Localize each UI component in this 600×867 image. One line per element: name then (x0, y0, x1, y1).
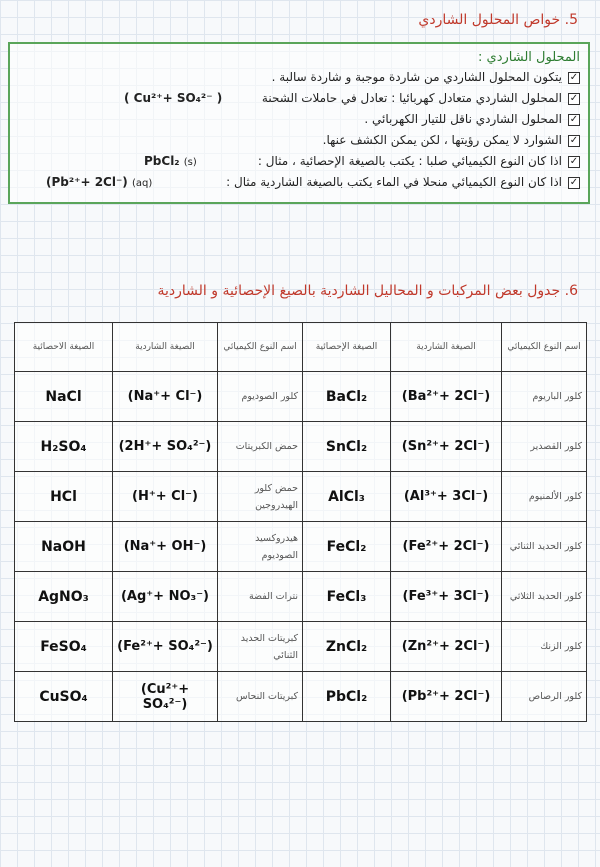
property-text: الشوارد لا يمكن رؤيتها ، لكن يمكن الكشف عنها. (322, 133, 562, 147)
ionic-cell: (2H⁺+ SO₄²⁻) (113, 422, 218, 472)
formula-cell: SnCl₂ (303, 422, 391, 472)
property-text: المحلول الشاردي ناقل للتيار الكهربائي . (364, 112, 562, 126)
table-row (15, 372, 587, 422)
section-5-title: 5. خواص المحلول الشاردي (418, 12, 578, 28)
table-row (15, 622, 587, 672)
header-ionic-formula: الصيغة الشاردية (113, 323, 218, 372)
checkbox-icon: ✓ (569, 72, 579, 83)
property-text: اذا كان النوع الكيميائي صلبا : يكتب بالصيغة الإحصائية ، مثال : (257, 154, 562, 168)
state-tag: (aq) (131, 178, 153, 189)
name-cell: كلور الزنك (502, 622, 587, 672)
name-cell: كلور الرصاص (502, 672, 587, 722)
name-cell: كلور الباريوم (502, 372, 587, 422)
table-header-row (15, 323, 587, 372)
name-cell: كلور الحديد الثنائي (502, 522, 587, 572)
ionic-cell: (Fe²⁺+ SO₄²⁻) (113, 622, 218, 672)
formula-text: (Pb²⁺+ 2Cl⁻) (46, 175, 128, 189)
header-ionic-formula-2: الصيغة الشاردية (391, 323, 502, 372)
checkbox-icon: ✓ (569, 93, 579, 104)
box-heading: المحلول الشاردي : (478, 50, 580, 65)
property-text: المحلول الشاردي متعادل كهربائيا : تعادل في حاملات الشحنة (261, 91, 562, 105)
formula-cell: FeCl₂ (303, 522, 391, 572)
formula-cell: ZnCl₂ (303, 622, 391, 672)
formula-cell: AgNO₃ (15, 572, 113, 622)
table-row (15, 422, 587, 472)
ionic-cell: (Zn²⁺+ 2Cl⁻) (391, 622, 502, 672)
property-line (16, 154, 580, 173)
name-cell: حمض كلور الهيدروجين (218, 472, 303, 522)
ionic-cell: (Al³⁺+ 3Cl⁻) (391, 472, 502, 522)
name-cell: نترات الفضة (218, 572, 303, 622)
formula-cell: CuSO₄ (15, 672, 113, 722)
name-cell: كلور القصدير (502, 422, 587, 472)
ionic-cell: (Fe³⁺+ 3Cl⁻) (391, 572, 502, 622)
property-line (16, 133, 580, 152)
formula-cell: PbCl₂ (303, 672, 391, 722)
ionic-cell: (Sn²⁺+ 2Cl⁻) (391, 422, 502, 472)
checkbox-icon: ✓ (569, 135, 579, 146)
ionic-cell: (Cu²⁺+ SO₄²⁻) (113, 672, 218, 722)
ionic-cell: (Ba²⁺+ 2Cl⁻) (391, 372, 502, 422)
header-species-name: اسم النوع الكيميائي (218, 323, 303, 372)
name-cell: كلور الحديد الثلاثي (502, 572, 587, 622)
name-cell: هيدروكسيد الصوديوم (218, 522, 303, 572)
formula-cell: NaOH (15, 522, 113, 572)
name-cell: كبريتات النحاس (218, 672, 303, 722)
property-formula (46, 175, 152, 189)
name-cell: حمض الكبريتات (218, 422, 303, 472)
formula-cell: FeCl₃ (303, 572, 391, 622)
checkbox-icon: ✓ (569, 177, 579, 188)
formula-text: PbCl₂ (144, 154, 180, 168)
state-tag: (s) (183, 157, 197, 168)
ionic-cell: (Na⁺+ Cl⁻) (113, 372, 218, 422)
ionic-cell: (Fe²⁺+ 2Cl⁻) (391, 522, 502, 572)
formula-cell: NaCl (15, 372, 113, 422)
header-stat-formula-2: الصيغة الإحصائية (303, 323, 391, 372)
formula-cell: HCl (15, 472, 113, 522)
property-text: يتكون المحلول الشاردي من شاردة موجبة و شاردة سالبة . (271, 70, 562, 84)
formula-cell: H₂SO₄ (15, 422, 113, 472)
formula-cell: AlCl₃ (303, 472, 391, 522)
table-row (15, 572, 587, 622)
property-text: اذا كان النوع الكيميائي منحلا في الماء يكتب بالصيغة الشاردية مثال : (226, 175, 562, 189)
table-row (15, 472, 587, 522)
properties-box (8, 42, 590, 204)
property-line (16, 112, 580, 131)
ionic-cell: (Pb²⁺+ 2Cl⁻) (391, 672, 502, 722)
table-row (15, 522, 587, 572)
header-species-name-2: اسم النوع الكيميائي (502, 323, 587, 372)
section-6-title: 6. جدول بعض المركبات و المحاليل الشاردية بالصيغ الإحصائية و الشاردية (157, 283, 578, 299)
property-formula (144, 154, 197, 168)
formula-text: ( Cu²⁺+ SO₄²⁻ ) (124, 91, 223, 105)
property-formula (124, 91, 222, 105)
formula-cell: BaCl₂ (303, 372, 391, 422)
name-cell: كلور الألمنيوم (502, 472, 587, 522)
name-cell: كبريتات الحديد الثنائي (218, 622, 303, 672)
ionic-cell: (Na⁺+ OH⁻) (113, 522, 218, 572)
checkbox-icon: ✓ (569, 156, 579, 167)
ionic-cell: (Ag⁺+ NO₃⁻) (113, 572, 218, 622)
header-stat-formula: الصيغة الاحصائية (15, 323, 113, 372)
ionic-cell: (H⁺+ Cl⁻) (113, 472, 218, 522)
table-row (15, 672, 587, 722)
name-cell: كلور الصوديوم (218, 372, 303, 422)
property-line (16, 175, 580, 194)
property-line (16, 70, 580, 89)
formula-cell: FeSO₄ (15, 622, 113, 672)
property-line (16, 91, 580, 110)
compounds-table (14, 322, 587, 722)
checkbox-icon: ✓ (569, 114, 579, 125)
